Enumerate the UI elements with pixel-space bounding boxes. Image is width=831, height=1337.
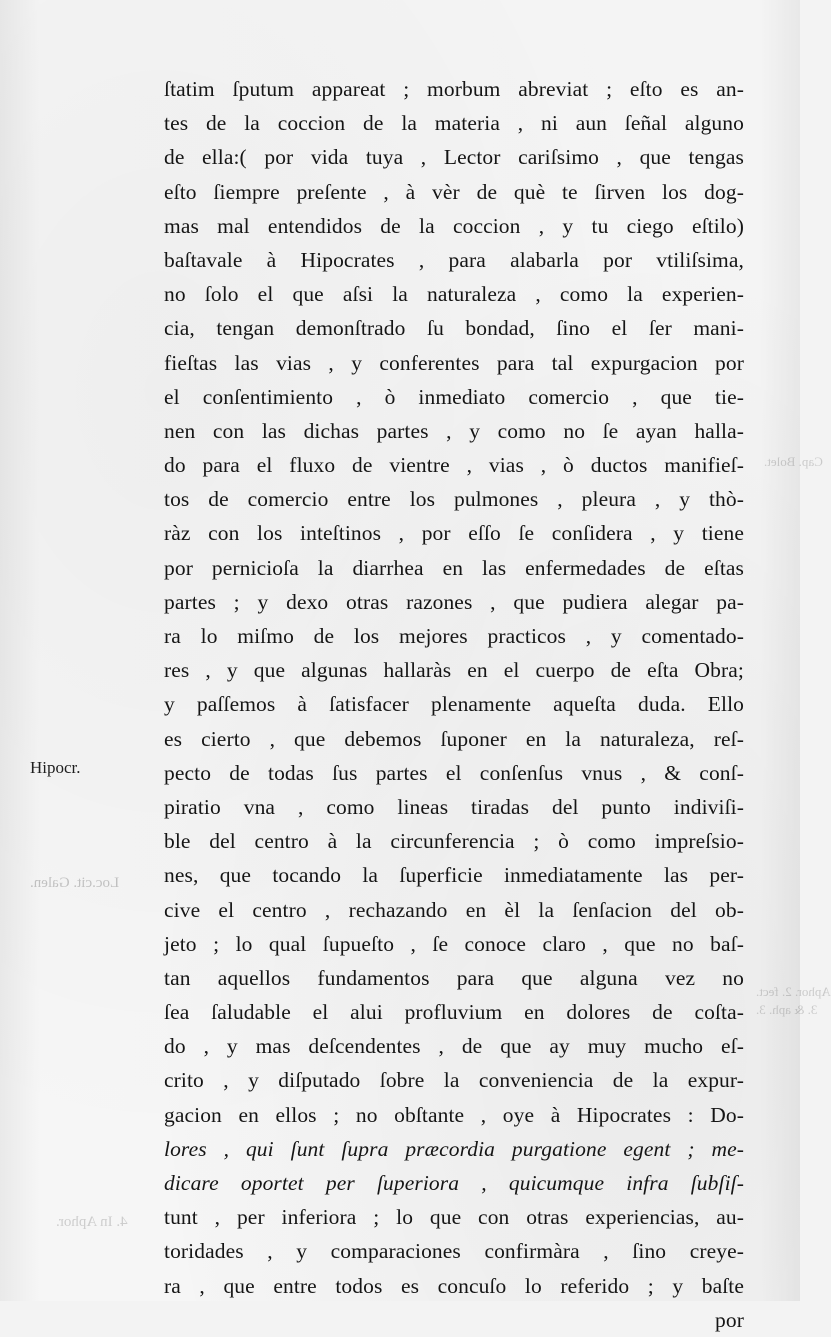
bleed-through-marks: 3. & aph. 3.	[756, 1002, 818, 1017]
text-line: ble del centro à la circunferencia ; ò como impreſsio-	[164, 829, 744, 854]
text-line: ra , que entre todos es concuſo lo referido ; y baſte	[164, 1273, 744, 1298]
body-text	[164, 72, 744, 1337]
bleed-through-marks: 4. In Aphor.	[56, 1214, 128, 1230]
text-line: partes ; y dexo otras razones , que pudiera alegar pa-	[164, 589, 744, 614]
text-line: crito , y diſputado ſobre la conveniencia de la expur-	[164, 1068, 744, 1093]
text-line: nes, que tocando la ſuperficie inmediatamente las per-	[164, 863, 744, 888]
text-line: tan aquellos fundamentos para que alguna vez no	[164, 965, 744, 990]
text-line: fieſtas las vias , y conferentes para tal expurgacion por	[164, 350, 744, 375]
text-line: nen con las dichas partes , y como no ſe ayan halla-	[164, 418, 744, 443]
text-line: eſto ſiempre preſente , à vèr de què te ſirven los dog-	[164, 179, 744, 204]
text-line: y paſſemos à ſatisfacer plenamente aqueſta duda. Ello	[164, 692, 744, 717]
text-line: do , y mas deſcendentes , de que ay muy mucho eſ-	[164, 1034, 744, 1059]
text-line: es cierto , que debemos ſuponer en la naturaleza, reſ-	[164, 726, 744, 751]
text-line: cia, tengan demonſtrado ſu bondad, ſino el ſer mani-	[164, 316, 744, 341]
text-line: el conſentimiento , ò inmediato comercio , que tie-	[164, 384, 744, 409]
text-line: cive el centro , rechazando en èl la ſenſacion del ob-	[164, 897, 744, 922]
text-line: ra lo miſmo de los mejores practicos , y comentado-	[164, 624, 744, 648]
text-line: tos de comercio entre los pulmones , pleura , y thò-	[164, 487, 744, 512]
text-line: ràz con los inteſtinos , por eſſo ſe conſidera , y tiene	[164, 521, 744, 546]
catchword: por	[715, 1307, 744, 1332]
text-line: de ella:( por vida tuya , Lector cariſsimo , que tengas	[164, 145, 744, 170]
text-line: piratio vna , como lineas tiradas del punto indiviſi-	[164, 794, 744, 819]
text-line: baſtavale à Hipocrates , para alabarla por vtiliſsima,	[164, 247, 744, 272]
text-line: por pernicioſa la diarrhea en las enfermedades de eſtas	[164, 555, 744, 580]
margin-note-hipocr: Hipocr.	[30, 758, 81, 777]
text-line: mas mal entendidos de la coccion , y tu ciego eſtilo)	[164, 213, 744, 238]
bleed-through-marks: Aphor. 2. fect.	[756, 984, 831, 999]
text-line: do para el fluxo de vientre , vias , ò ductos manifieſ-	[164, 453, 744, 478]
text-line: tes de la coccion de la materia , ni aun ſeñal alguno	[164, 111, 744, 136]
text-line: lores , qui ſunt ſupra præcordia purgatione egent ; me-	[164, 1136, 744, 1161]
bleed-through-marks: Loc.cit. Galen.	[30, 875, 120, 891]
text-line: gacion en ellos ; no obſtante , oye à Hipocrates : Do-	[164, 1102, 744, 1127]
text-line: ſea ſaludable el alui profluvium en dolores de coſta-	[164, 1000, 744, 1025]
text-line: tunt , per inferiora ; lo que con otras experiencias, au-	[164, 1205, 744, 1230]
text-line: no ſolo el que aſsi la naturaleza , como la experien-	[164, 282, 744, 307]
text-line: pecto de todas ſus partes el conſenſus vnus , & conſ-	[164, 760, 744, 785]
bleed-through-marks: Cap. Bolet.	[764, 454, 823, 469]
text-line: res , y que algunas hallaràs en el cuerpo de eſta Obra;	[164, 658, 744, 683]
text-line: ſtatim ſputum appareat ; morbum abreviat ; eſto es an-	[164, 77, 744, 101]
text-line: dicare oportet per ſuperiora , quicumque infra ſubſiſ-	[164, 1171, 744, 1195]
text-line: jeto ; lo qual ſupueſto , ſe conoce claro , que no baſ-	[164, 931, 744, 956]
text-line: toridades , y comparaciones confirmàra , ſino creye-	[164, 1239, 744, 1264]
